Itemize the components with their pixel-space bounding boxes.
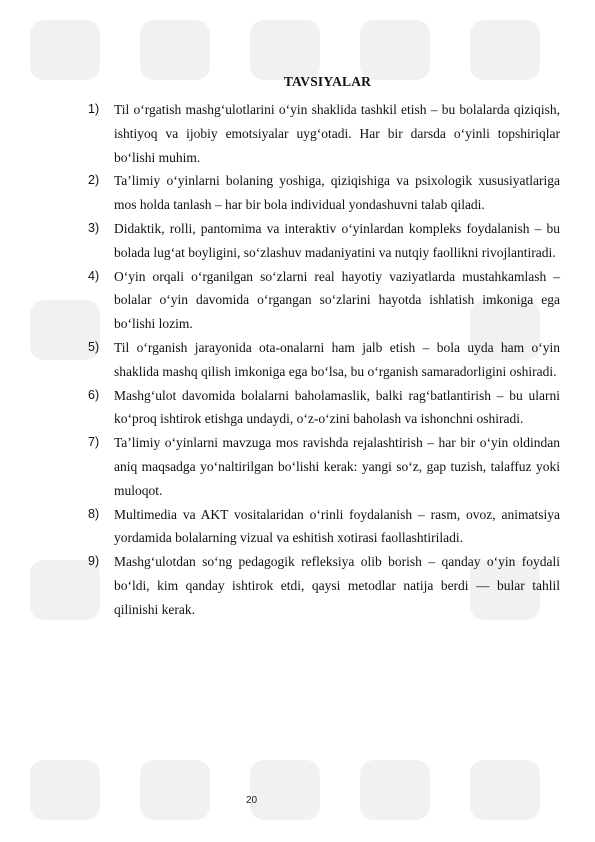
list-item <box>88 336 560 384</box>
list-item <box>88 431 560 502</box>
item-text: Mashg‘ulotdan so‘ng pedagogik refleksiya olib borish – qanday o‘yin foydali bo‘ldi, kim qanday ishtirok etdi, qaysi metodlar natija berdi — bular tahlil qilinishi kerak. <box>114 554 560 617</box>
item-text: Ta’limiy o‘yinlarni bolaning yoshiga, qiziqishiga va psixologik xususiyatlariga mos holda tanlash – har bir bola individual yondashuvni talab qiladi. <box>114 173 560 213</box>
list-item <box>88 384 560 432</box>
item-text: O‘yin orqali o‘rganilgan so‘zlarni real hayotiy vaziyatlarda mustahkamlash – bolalar o‘yin davomida o‘rgangan so‘zlarini hayotda ishlatish imkoniga ega bo‘lishi lozim. <box>114 268 560 332</box>
item-number: 9) <box>88 554 100 569</box>
item-text: Didaktik, rolli, pantomima va interaktiv o‘yinlardan kompleks foydalanish – bu bolada lug‘at boyligini, so‘zlashuv madaniyatini va nutqiy faollikni rivojlantiradi. <box>114 220 560 260</box>
item-number: 6) <box>88 387 100 402</box>
item-number: 2) <box>88 173 100 188</box>
item-text: Til o‘rgatish mashg‘ulotlarini o‘yin shaklida tashkil etish – bu bolalarda qiziqish, ishtiyoq va ijobiy emotsiyalar uyg‘otadi. Har bir darsda o‘yinli topshiriqlar bo‘lishi muhim. <box>114 102 560 165</box>
item-number: 5) <box>88 339 100 354</box>
recommendations-list <box>88 98 560 622</box>
item-number: 7) <box>88 435 100 450</box>
item-number: 3) <box>88 220 100 235</box>
item-text: Ta’limiy o‘yinlarni mavzuga mos ravishda rejalashtirish – har bir o‘yin oldindan aniq maqsadga yo‘naltirilgan bo‘lishi kerak: yangi so‘z, gap tuzish, talaffuz yoki muloqot. <box>114 435 560 498</box>
list-item <box>88 169 560 217</box>
item-number: 8) <box>88 506 100 521</box>
page-number: 20 <box>246 795 258 806</box>
list-item <box>88 503 560 551</box>
list-item <box>88 550 560 621</box>
item-text: Multimedia va AKT vositalaridan o‘rinli foydalanish – rasm, ovoz, animatsiya yordamida bolalarning vizual va eshitish xotirasi faollashtiriladi. <box>114 506 560 546</box>
item-text: Til o‘rganish jarayonida ota-onalarni ham jalb etish – bola uyda ham o‘yin shaklida mashq qilish imkoniga ega bo‘lsa, bu o‘rganish samaradorligini oshiradi. <box>114 339 560 379</box>
item-number: 1) <box>88 102 100 116</box>
section-title: TAVSIYALAR <box>283 74 372 89</box>
list-item <box>88 217 560 265</box>
item-text: Mashg‘ulot davomida bolalarni baholamaslik, balki rag‘batlantirish – bu ularni ko‘proq ishtirok etishga undaydi, o‘z-o‘zini baholash va ishonchni oshiradi. <box>114 387 560 427</box>
item-number: 4) <box>88 268 100 283</box>
list-item <box>88 98 560 169</box>
list-item <box>88 265 560 336</box>
